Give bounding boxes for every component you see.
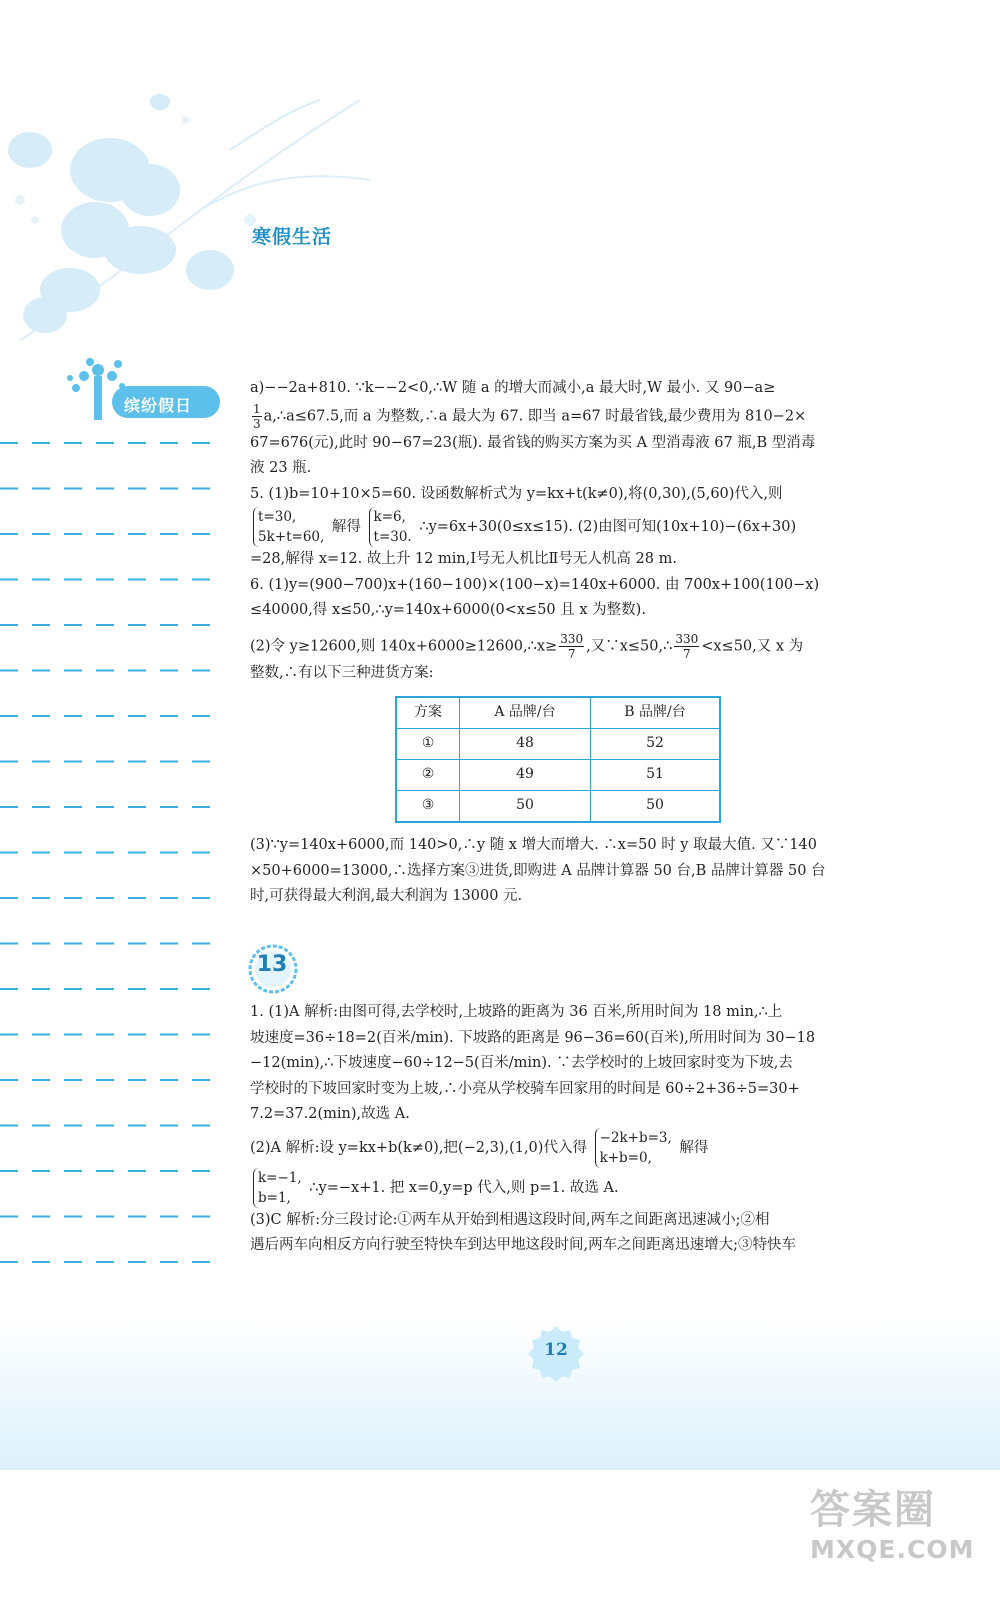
purchase-plan-table [395,696,721,823]
table-header-cell: 方案 [396,697,460,729]
fraction [252,402,262,431]
fraction-numerator: 1 [253,401,261,416]
text-line [250,402,868,431]
question-6-part2-line [250,632,868,661]
equation: k+b=0, [599,1149,652,1166]
text-line [250,376,868,402]
footer-background [0,1320,1000,1470]
watermark-logo [810,1478,974,1564]
page-number: 12 [544,1340,568,1360]
page-header-title: 寒假生活 [252,226,333,248]
question-5-line: =28,解得 x=12. 故上升 12 min,Ⅰ号无人机比Ⅱ号无人机高 28 m. [250,551,677,567]
equation-system [369,507,412,547]
text-line-content: a,∴a≤67.5,而 a 为整数,∴a 最大为 67. 即当 a=67 时最省钱,最少费用为 810−2× [263,408,807,424]
equation: k=6, [373,509,406,525]
equation: 5k+t=60, [258,529,325,545]
table-cell: ③ [396,791,460,823]
fraction-denominator: 3 [253,416,261,431]
fraction [674,632,699,661]
section-12-content [250,376,868,910]
table-header-cell: B 品牌/台 [591,697,721,729]
question-6-part3-line: (3)∵y=140x+6000,而 140>0,∴y 随 x 增大而增大. ∴x=50 时 y 取最大值. 又∵140 [250,837,817,853]
question-6-part2-line: 整数,∴有以下三种进货方案: [250,664,434,681]
equation: t=30. [373,529,412,545]
question-6-line: 6. (1)y=(900−700)x+(160−100)×(100−x)=140x+6000. 由 700x+100(100−x) [250,576,820,593]
fraction-numerator: 330 [560,631,584,646]
table-cell: 52 [591,729,721,760]
equation: k=−1, [258,1169,302,1186]
table-cell: 51 [591,760,721,791]
question-1-1-line: 1. (1)A 解析:由图可得,去学校时,上坡路的距离为 36 百米,所用时间为 18 min,∴上 [250,1004,783,1020]
question-1-2-line [250,1168,868,1208]
fraction-denominator: 7 [567,646,576,661]
section-13-content [250,1000,868,1259]
table-cell: ② [396,760,460,791]
table-cell: ① [396,729,460,760]
equation-system [595,1128,672,1168]
text-line: 液 23 瓶. [250,460,312,476]
equation-system [253,507,324,547]
question-6-part3-line: 时,可获得最大利润,最大利润为 13000 元. [250,888,523,904]
table-cell: 50 [460,791,591,823]
text-fragment: (2)A 解析:设 y=kx+b(k≠0),把(−2,3),(1,0)代入得 [250,1139,587,1156]
question-1-1-line: 坡速度=36÷18=2(百米/min). 下坡路的距离是 96−36=60(百米),所用时间为 30−18 [250,1029,816,1046]
text-fragment: ∴y=−x+1. 把 x=0,y=p 代入,则 p=1. 故选 A. [309,1179,619,1196]
table-row [396,760,720,791]
table-cell: 50 [591,791,721,823]
table-row [396,791,720,823]
section-number: 13 [256,952,288,977]
text-line-content: a)−−2a+810. ∵k−−2<0,∴W 随 a 的增大而减小,a 最大时,W 最小. 又 90−a≥ [250,380,776,396]
text-fragment: 解得 [331,519,361,535]
fraction [559,632,584,661]
text-fragment: ∴y=6x+30(0≤x≤15). (2)由图可知(10x+10)−(6x+30) [419,519,797,535]
equation-system [253,1168,302,1208]
watermark-text: 答案圈 [810,1487,936,1533]
fraction-numerator: 330 [675,631,699,646]
question-1-1-line: −12(min),∴下坡速度−60÷12−5(百米/min). ∵去学校时的上坡回家时变为下坡,去 [250,1055,793,1071]
text-line: 67=676(元),此时 90−67=23(瓶). 最省钱的购买方案为买 A 型消毒液 67 瓶,B 型消毒 [250,434,816,451]
question-5-system-line [250,507,868,547]
sidebar-badge-label: 缤纷假日 [124,396,193,415]
fraction-denominator: 7 [682,646,691,661]
table-header-row [396,697,720,729]
watermark-url: MXQE.COM [810,1535,975,1564]
table-header-cell: A 品牌/台 [460,697,591,729]
question-6-line: ≤40000,得 x≤50,∴y=140x+6000(0<x≤50 且 x 为整数). [250,602,646,618]
question-1-3-line: 遇后两车向相反方向行驶至特快车到达甲地这段时间,两车之间距离迅速增大;③特快车 [250,1237,796,1253]
table-cell: 49 [460,760,591,791]
text-fragment: <x≤50,又 x 为 [701,638,804,654]
equation: b=1, [258,1189,291,1206]
equation: −2k+b=3, [599,1129,672,1146]
text-fragment: ,又∵x≤50,∴ [586,638,673,654]
text-fragment: 解得 [679,1139,709,1156]
text-fragment: (2)令 y≥12600,则 140x+6000≥12600,∴x≥ [250,638,558,654]
question-1-1-line: 7.2=37.2(min),故选 A. [250,1106,410,1122]
table-row [396,729,720,760]
equation: t=30, [258,509,297,525]
question-1-3-line: (3)C 解析:分三段讨论:①两车从开始到相遇这段时间,两车之间距离迅速减小;②相 [250,1211,770,1228]
note-lines [0,0,230,1300]
table-cell: 48 [460,729,591,760]
question-1-2-line [250,1128,868,1168]
question-5-line: 5. (1)b=10+10×5=60. 设函数解析式为 y=kx+t(k≠0),将(0,30),(5,60)代入,则 [250,485,783,502]
question-6-part3-line: ×50+6000=13000,∴选择方案③进货,即购进 A 品牌计算器 50 台,B 品牌计算器 50 台 [250,862,826,879]
question-1-1-line: 学校时的下坡回家时变为上坡,∴小亮从学校骑车回家用的时间是 60÷2+36÷5=30+ [250,1080,800,1097]
